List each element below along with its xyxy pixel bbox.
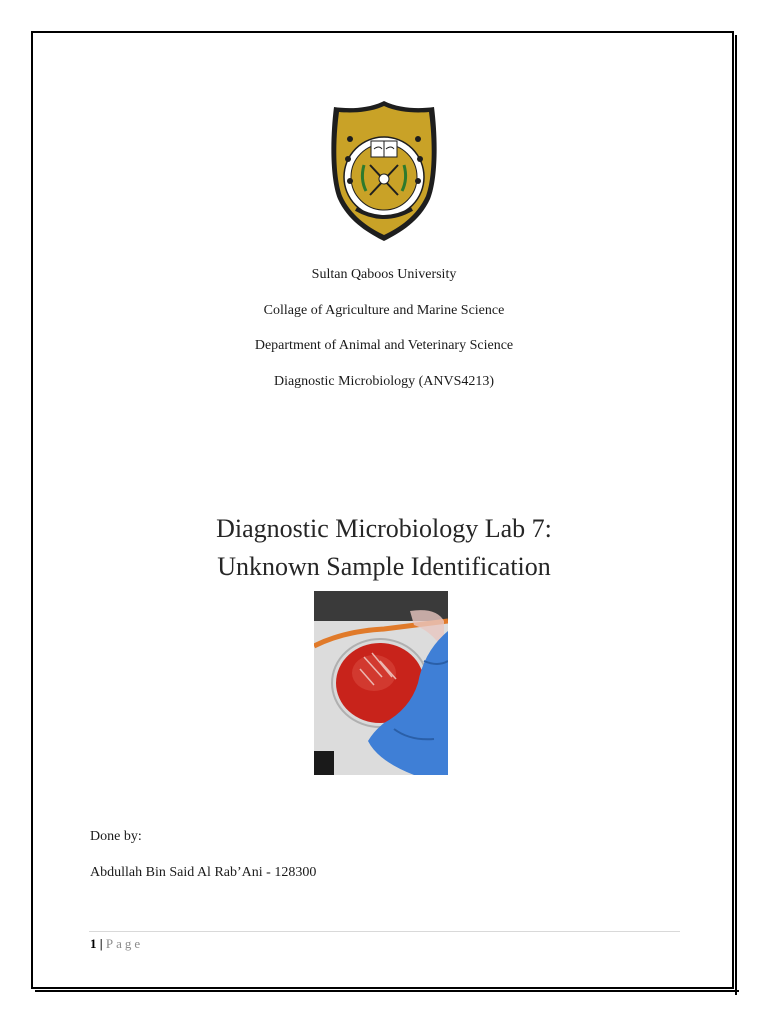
footer-separator: | xyxy=(96,936,106,951)
course-name: Diagnostic Microbiology (ANVS4213) xyxy=(273,373,495,389)
page-number: 1 xyxy=(90,936,97,951)
report-title-line-2: Unknown Sample Identification xyxy=(217,552,551,581)
university-name: Sultan Qaboos University xyxy=(311,267,457,282)
done-by-label: Done by: xyxy=(90,829,142,844)
page-word: Page xyxy=(105,936,144,951)
page-footer xyxy=(90,936,143,952)
report-title-line-1: Diagnostic Microbiology Lab 7: xyxy=(216,514,552,543)
department-name: Department of Animal and Veterinary Science xyxy=(254,338,514,353)
agar-plate-photo xyxy=(314,591,448,775)
author-name: Abdullah Bin Said Al Rab’Ani - 128300 xyxy=(90,865,317,880)
college-name: Collage of Agriculture and Marine Science xyxy=(263,302,505,318)
institution-block xyxy=(0,266,768,408)
university-crest-logo xyxy=(328,99,440,243)
footer-divider xyxy=(89,931,680,932)
report-title xyxy=(0,510,768,586)
